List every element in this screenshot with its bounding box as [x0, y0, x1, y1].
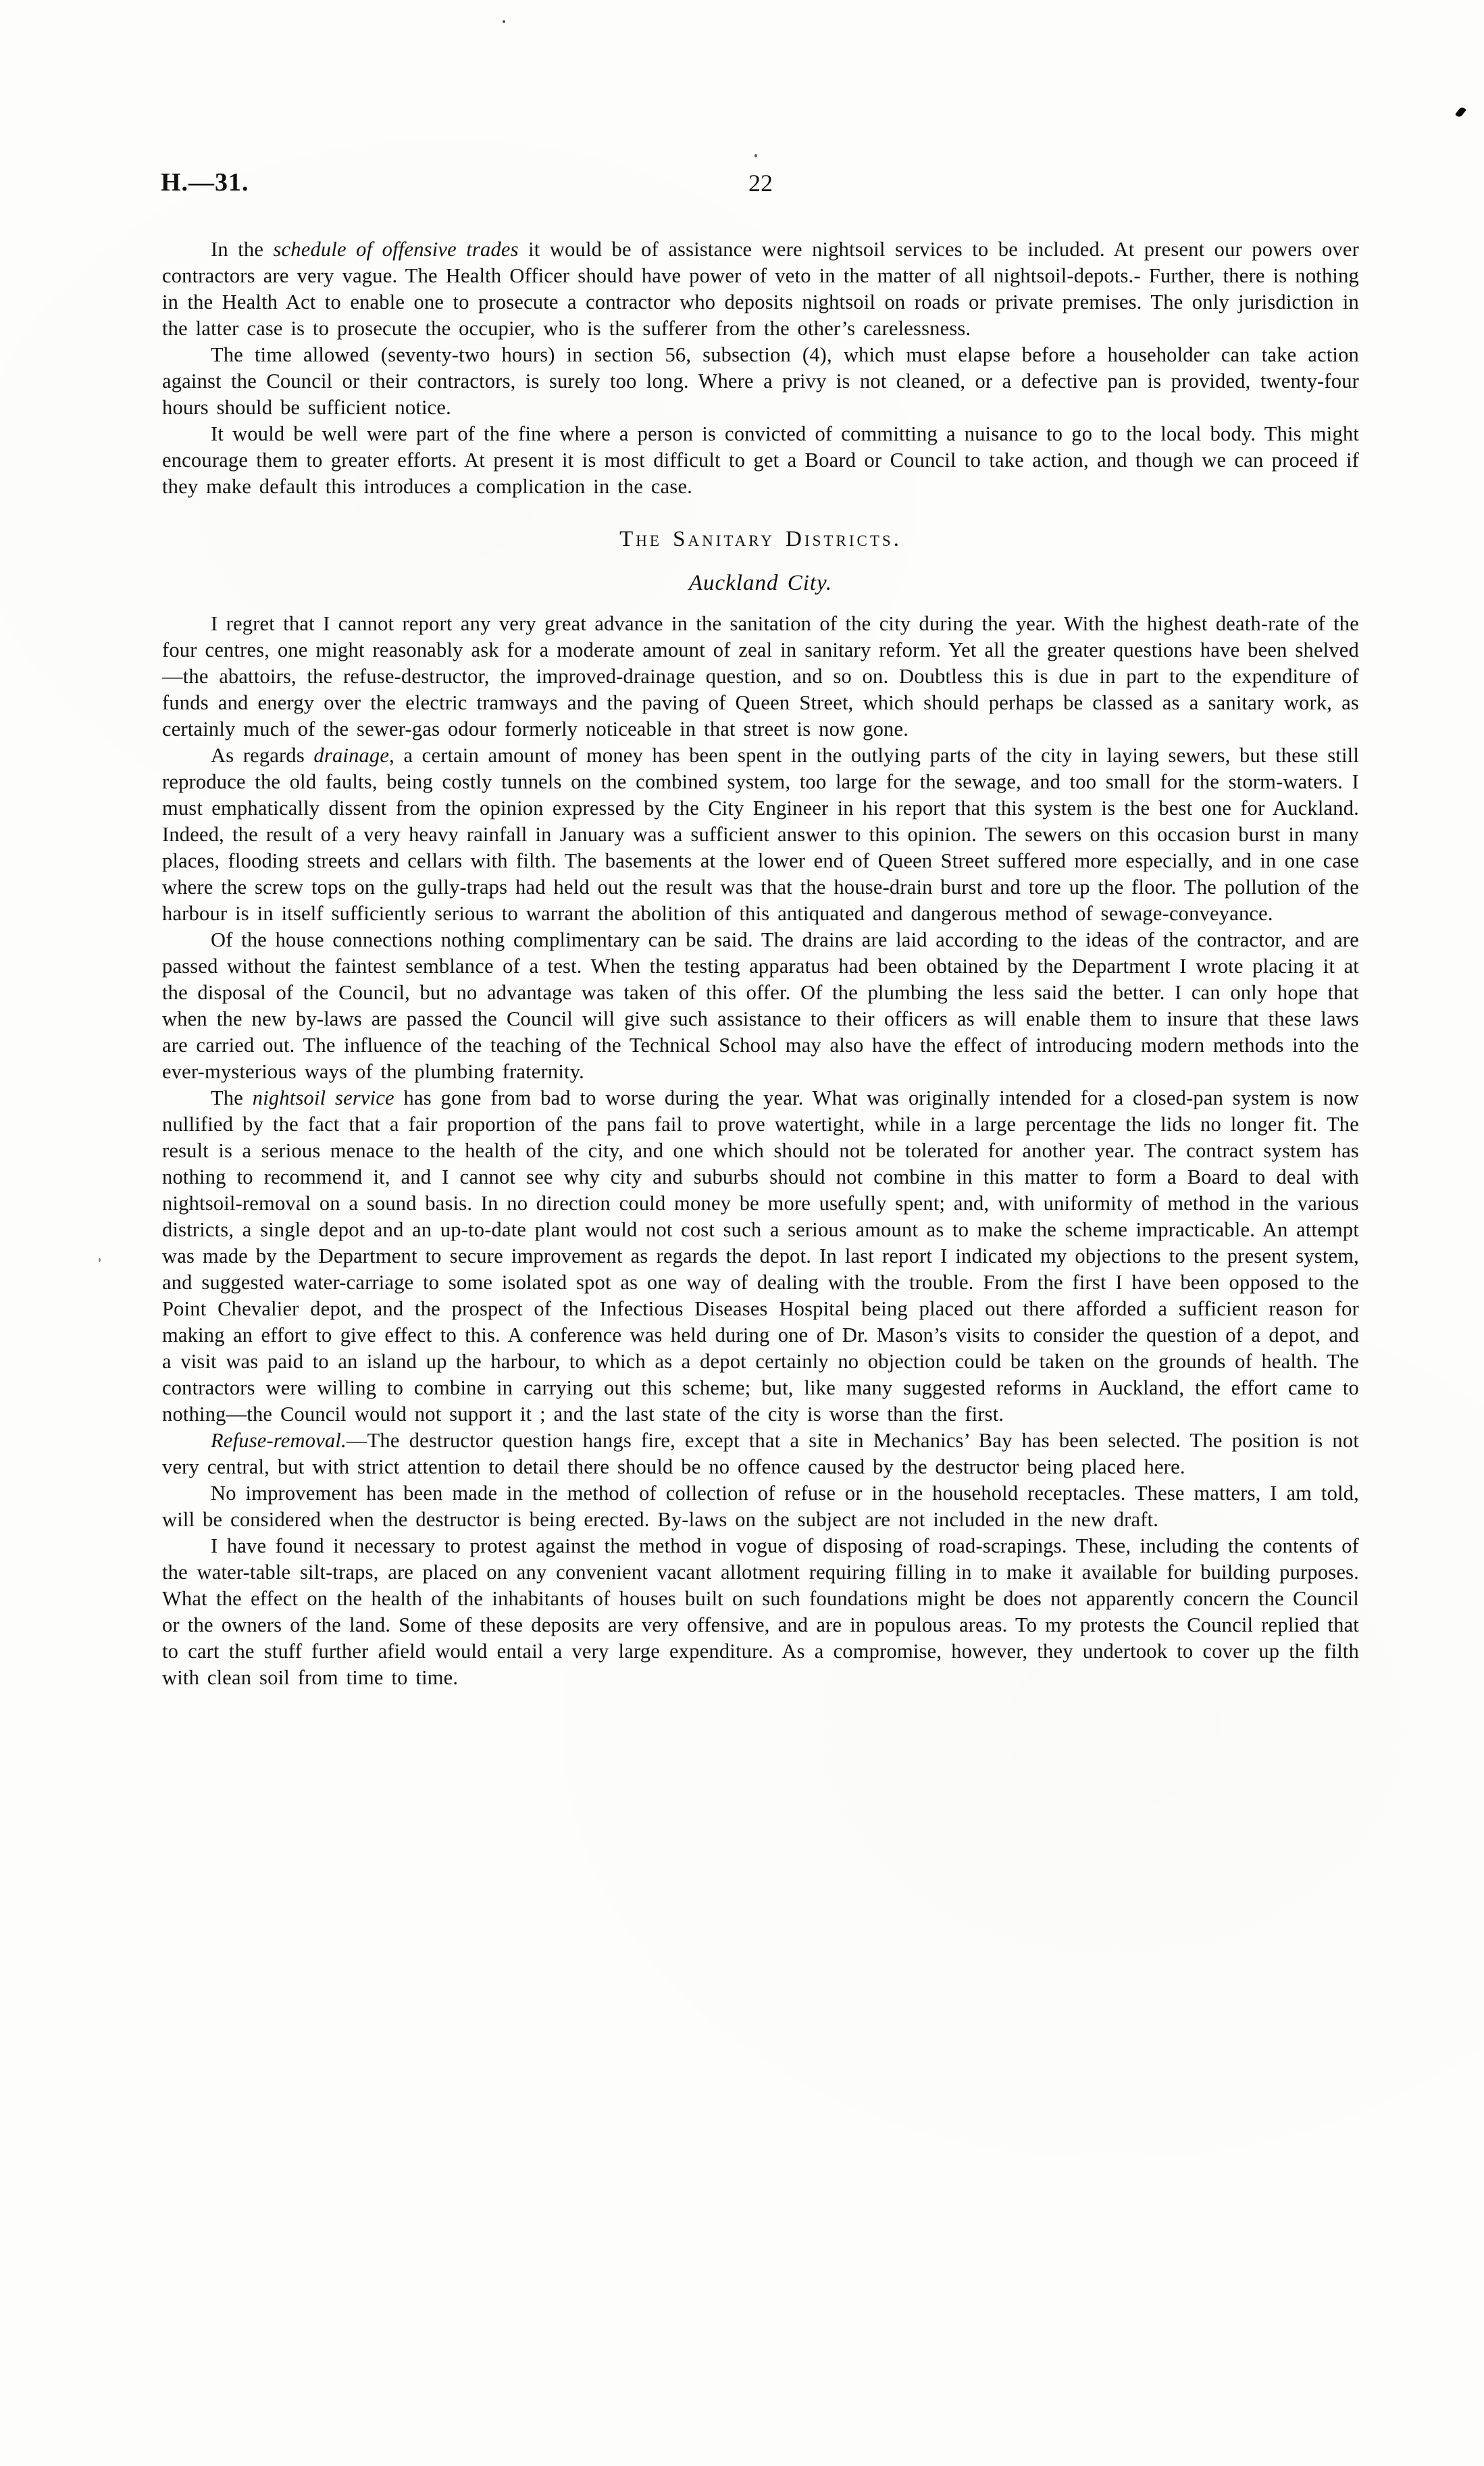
paragraph: Refuse-removal.—The destructor question hangs fire, except that a site in Mechanics’ Bay has been selected. The position is not very central, but with strict attention to detail there should be no offence caused by the destructor being placed here.	[162, 1429, 1359, 1478]
paragraph: Of the house connections nothing complimentary can be said. The drains are laid according to the ideas of the contractor, and are passed without the faintest semblance of a test. When the testing apparatus had been obtained by the Department I wrote placing it at the disposal of the Council, but no advantage was taken of this offer. Of the plumbing the less said the better. I can only hope that when the new by-laws are passed the Council will give such assistance to their officers as will enable them to insure that these laws are carried out. The influence of the teaching of the Technical School may also have the effect of introducing modern methods into the ever-mysterious ways of the plumbing fraternity.	[162, 928, 1359, 1083]
document-reference: H.—31.	[161, 168, 249, 197]
paragraph: The time allowed (seventy-two hours) in section 56, subsection (4), which must elapse before a householder can take action against the Council or their contractors, is surely too long. Where a privy is not cleaned, or a defective pan is provided, twenty-four hours should be sufficient notice.	[162, 343, 1359, 419]
subsection-heading: Auckland City.	[688, 571, 833, 595]
scan-speck	[1455, 106, 1466, 118]
scan-speck	[503, 20, 505, 23]
page-number: 22	[748, 170, 773, 197]
paragraph: In the schedule of offensive trades it would be of assistance were nightsoil services to be included. At present our powers over contractors are very vague. The Health Officer should have power of veto in the matter of all nightsoil-depots.- Further, there is nothing in the Health Act to enable one to prosecute a contractor who deposits nightsoil on roads or private premises. The only jurisdiction in the latter case is to prosecute the occupier, who is the sufferer from the other’s carelessness.	[162, 238, 1359, 340]
paragraph: I regret that I cannot report any very great advance in the sanitation of the city during the year. With the highest death-rate of the four centres, one might reasonably ask for a moderate amount of zeal in sanitary reform. Yet all the greater questions have been shelved—the abattoirs, the refuse-destructor, the improved-drainage question, and so on. Doubtless this is due in part to the expenditure of funds and energy over the electric tramways and the paving of Queen Street, which should perhaps be classed as a sanitary work, as certainly much of the sewer-gas odour formerly noticeable in that street is now gone.	[162, 612, 1359, 740]
paragraph: I have found it necessary to protest against the method in vogue of disposing of road-scrapings. These, including the contents of the water-table silt-traps, are placed on any convenient vacant allotment requiring filling in to make it available for building purposes. What the effect on the health of the inhabitants of houses built on such foundations might be does not apparently concern the Council or the owners of the land. Some of these deposits are very offensive, and are in populous areas. To my protests the Council replied that to cart the stuff further afield would entail a very large expenditure. As a compromise, however, they undertook to cover up the filth with clean soil from time to time.	[162, 1534, 1359, 1689]
scan-speck	[99, 1258, 101, 1262]
paragraph: No improvement has been made in the method of collection of refuse or in the household receptacles. These matters, I am told, will be considered when the destructor is being erected. By-laws on the subject are not included in the new draft.	[162, 1482, 1359, 1531]
scan-speck	[754, 154, 757, 157]
document-body	[162, 236, 1359, 1691]
paragraph: It would be well were part of the fine where a person is convicted of committing a nuisance to go to the local body. This might encourage them to greater efforts. At present it is most difficult to get a Board or Council to take action, and though we can proceed if they make default this introduces a complication in the case.	[162, 422, 1359, 498]
section-heading: The Sanitary Districts.	[619, 527, 902, 551]
paragraph: As regards drainage, a certain amount of money has been spent in the outlying parts of the city in laying sewers, but these still reproduce the old faults, being costly tunnels on the combined system, too large for the sewage, and too small for the storm-waters. I must emphatically dissent from the opinion expressed by the City Engineer in his report that this system is the best one for Auckland. Indeed, the result of a very heavy rainfall in January was a sufficient answer to this opinion. The sewers on this occasion burst in many places, flooding streets and cellars with filth. The basements at the lower end of Queen Street suffered more especially, and in one case where the screw tops on the gully-traps had held out the result was that the house-drain burst and tore up the floor. The pollution of the harbour is in itself sufficiently serious to warrant the abolition of this antiquated and dangerous method of sewage-conveyance.	[162, 744, 1359, 925]
paragraph: The nightsoil service has gone from bad to worse during the year. What was originally intended for a closed-pan system is now nullified by the fact that a fair proportion of the pans fail to prove watertight, while in a large percentage the lids no longer fit. The result is a serious menace to the health of the city, and one which should not be tolerated for another year. The contract system has nothing to recommend it, and I cannot see why city and suburbs should not combine in this matter to form a Board to deal with nightsoil-removal on a sound basis. In no direction could money be more usefully spent; and, with uniformity of method in the various districts, a single depot and an up-to-date plant would not cost such a serious amount as to make the scheme impracticable. An attempt was made by the Department to secure improvement as regards the depot. In last report I indicated my objections to the present system, and suggested water-carriage to some isolated spot as one way of dealing with the trouble. From the first I have been opposed to the Point Chevalier depot, and the prospect of the Infectious Diseases Hospital being placed out there afforded a sufficient reason for making an effort to give effect to this. A conference was held during one of Dr. Mason’s visits to consider the question of a depot, and a visit was paid to an island up the harbour, to which as a depot certainly no objection could be taken on the grounds of health. The contractors were willing to combine in carrying out this scheme; but, like many suggested reforms in Auckland, the effort came to nothing—the Council would not support it ; and the last state of the city is worse than the first.	[162, 1086, 1360, 1426]
